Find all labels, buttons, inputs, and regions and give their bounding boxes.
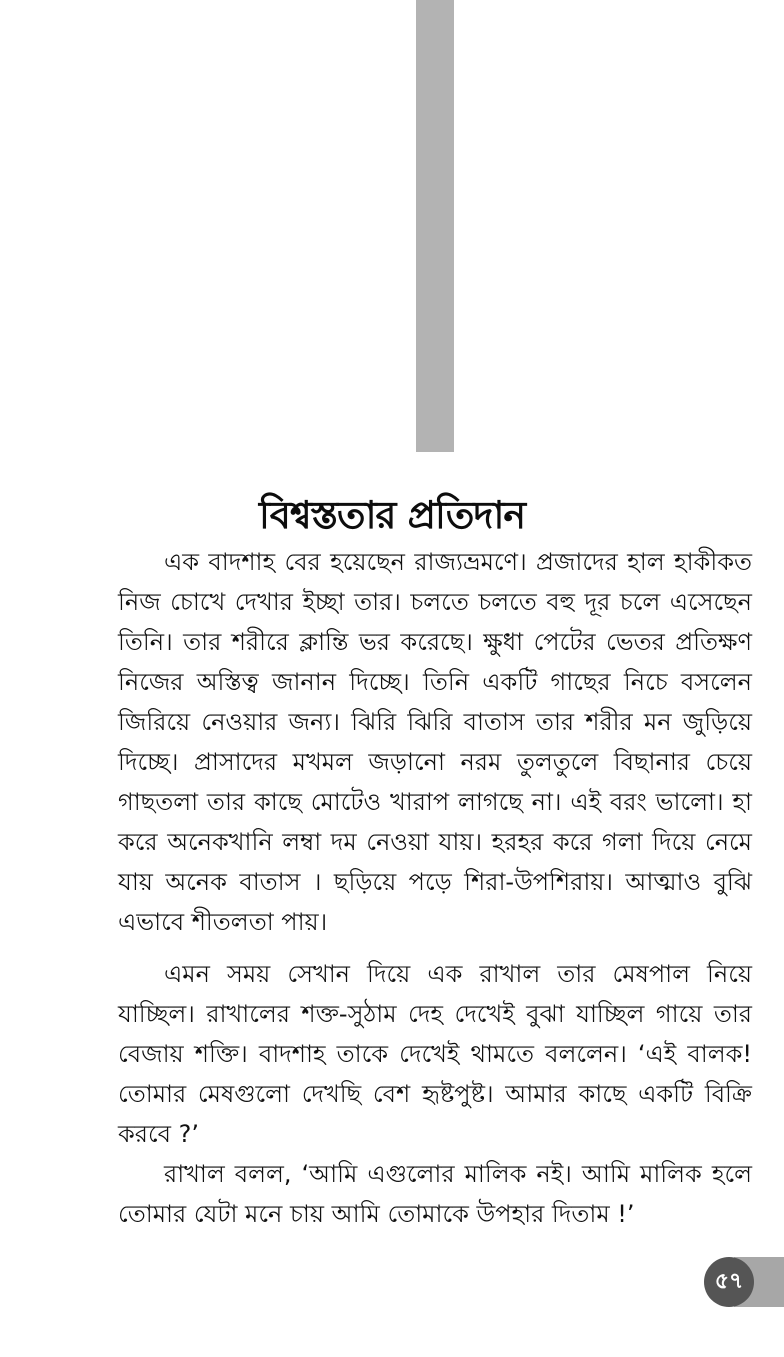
paragraph-3: রাখাল বলল, ‘আমি এগুলোর মালিক নই। আমি মালিক হলে তোমার যেটা মনে চায় আমি তোমাকে উপহার দিতাম !’ xyxy=(118,1160,752,1228)
story-body xyxy=(118,542,752,1234)
story-title: বিশ্বস্ততার প্রতিদান xyxy=(258,493,526,538)
decorative-top-bar xyxy=(416,0,454,452)
page-number: ৫৭ xyxy=(704,1257,754,1307)
paragraph-1: এক বাদশাহ বের হয়েছেন রাজ্যভ্রমণে। প্রজাদের হাল হাকীকত নিজ চোখে দেখার ইচ্ছা তার। চলতে চলতে বহু দূর চলে এসেছেন তিনি। তার শরীরে ক্লান্তি ভর করেছে। ক্ষুধা পেটের ভেতর প্রতিক্ষণ নিজের অস্তিত্ব জানান দিচ্ছে। তিনি একটি গাছের নিচে বসলেন জিরিয়ে নেওয়ার জন্য। ঝিরি ঝিরি বাতাস তার শরীর মন জুড়িয়ে দিচ্ছে। প্রাসাদের মখমল জড়ানো নরম তুলতুলে বিছানার চেয়ে গাছতলা তার কাছে মোটেও খারাপ লাগছে না। এই বরং ভালো। হা করে অনেকখানি লম্বা দম নেওয়া যায়। হরহর করে গলা দিয়ে নেমে যায় অনেক বাতাস । ছড়িয়ে পড়ে শিরা-উপশিরায়। আত্মাও বুঝি এভাবে শীতলতা পায়। xyxy=(118,548,752,936)
paragraph-2: এমন সময় সেখান দিয়ে এক রাখাল তার মেষপাল নিয়ে যাচ্ছিল। রাখালের শক্ত-সুঠাম দেহ দেখেই বুঝা যাচ্ছিল গায়ে তার বেজায় শক্তি। বাদশাহ তাকে দেখেই থামতে বললেন। ‘এই বালক! তোমার মেষগুলো দেখছি বেশ হৃষ্টপুষ্ট। আমার কাছে একটি বিক্রি করবে ?’ xyxy=(118,960,752,1148)
